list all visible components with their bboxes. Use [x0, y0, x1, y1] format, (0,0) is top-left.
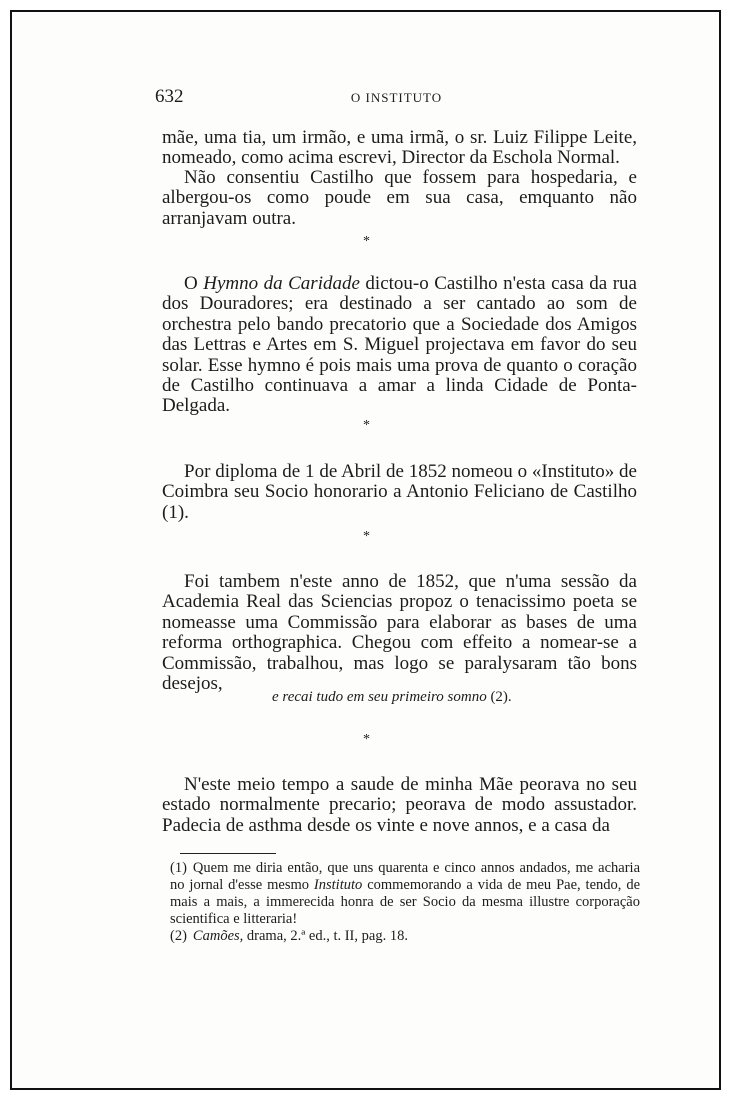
footnote-2-mark: (2): [170, 928, 187, 944]
paragraph-2: Não consentiu Castilho que fossem para hospedaria, e albergou-os como poude em sua casa, emquanto não arranjavam outra.: [162, 167, 637, 229]
verse-footnote-ref: (2).: [490, 689, 512, 705]
section-separator-1: *: [363, 234, 370, 249]
footnote-1-mark: (1): [170, 860, 187, 876]
paragraph-3-start: O: [184, 273, 204, 294]
paragraph-4: Por diploma de 1 de Abril de 1852 nomeou o «Instituto» de Coimbra seu Socio honorario a Antonio Feliciano de Castilho (1).: [162, 461, 637, 523]
verse-quote: [272, 689, 512, 706]
running-title: O INSTITUTO: [350, 90, 443, 105]
paragraph-1: mãe, uma tia, um irmão, e uma irmã, o sr. Luiz Filippe Leite, nomeado, como acima escrevi, Director da Eschola Normal.: [162, 127, 637, 169]
paragraph-6: N'este meio tempo a saude de minha Mãe peorava no seu estado normalmente precario; peorava de modo assustador. Padecia de asthma desde os vinte e nove annos, e a casa da: [162, 774, 637, 836]
footnote-rule: [180, 853, 276, 854]
paragraph-3: [162, 274, 637, 417]
hymn-title: Hymno da Caridade: [203, 273, 360, 294]
paragraph-5: Foi tambem n'este anno de 1852, que n'uma sessão da Academia Real das Sciencias propoz o tenacissimo poeta se nomeasse uma Commissão para elaborar as bases de uma reforma orthographica. Chegou com effeito a nomear-se a Commissão, trabalhou, mas logo se paralysaram tão bons desejos,: [162, 571, 637, 695]
footnote-1: [170, 860, 640, 928]
footnote-1-text-a: Quem me diria então, que uns quarenta e cinco annos andados, me acharia no jornal d'esse mesmo: [170, 860, 640, 893]
section-separator-3: *: [363, 529, 370, 544]
section-separator-2: *: [363, 418, 370, 433]
paragraph-3-rest: dictou-o Castilho n'esta casa da rua dos Douradores; era destinado a ser cantado ao som de orchestra pelo bando precatorio que a Sociedade dos Amigos das Lettras e Artes em S. Miguel projectava em favor do seu solar. Esse hymno é pois mais uma prova de quanto o coração de Castilho continuava a amar a linda Cidade de Ponta-Delgada.: [162, 273, 637, 417]
footnote-1-journal: Instituto: [313, 877, 363, 893]
section-separator-4: *: [363, 732, 370, 747]
footnote-2: [170, 928, 640, 945]
verse-text: e recai tudo em seu primeiro somno: [272, 689, 487, 705]
footnote-2-work: Camões,: [192, 928, 244, 944]
footnote-2-text: drama, 2.ª ed., t. II, pag. 18.: [243, 928, 408, 944]
page-number: 632: [155, 86, 184, 107]
page-header: [155, 86, 638, 108]
footnote-1-text-b: commemorando a vida de meu Pae, tendo, de mais a mais, a immerecida honra de ser Socio da mesma illustre corporação scientifica e litteraria!: [170, 877, 640, 927]
